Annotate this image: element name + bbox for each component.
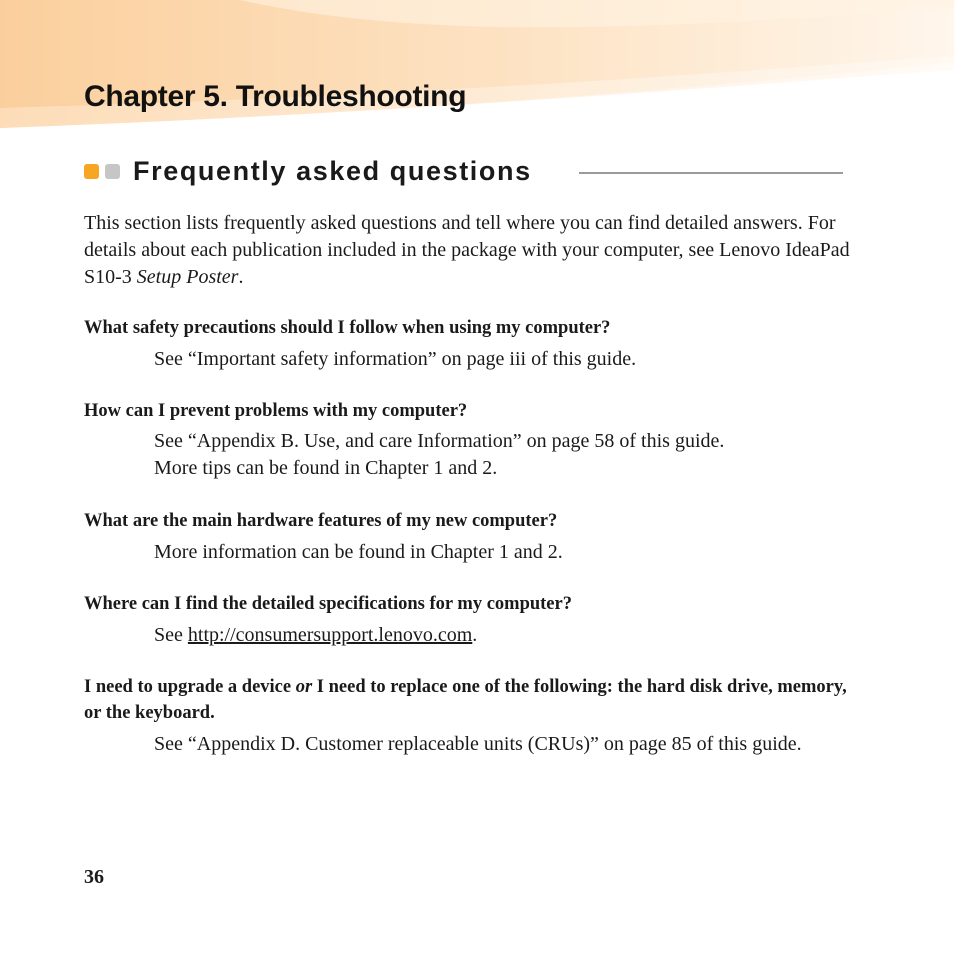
faq-answer-suffix: . [472, 624, 478, 646]
faq-answer-hardware-features: More information can be found in Chapter 1 and 2. [154, 541, 563, 563]
intro-text: This section lists frequently asked questions and tell where you can find detailed answers. For details about each publication included in the package with your computer, see Lenovo IdeaPad S10-3 [84, 212, 850, 288]
faq-question-part: I need to replace one of the following: the hard disk drive, memory, or the keyboard. [84, 677, 847, 723]
faq-answer-upgrade-device: See “Appendix D. Customer replaceable units (CRUs)” on page 85 of this guide. [154, 733, 802, 755]
orange-square-bullet-icon [84, 164, 99, 179]
section-heading [84, 156, 844, 190]
faq-answer-prevent-problems [154, 428, 859, 482]
intro-italic-title: Setup Poster [136, 266, 239, 288]
section-divider [579, 172, 843, 174]
intro-paragraph [84, 210, 859, 291]
faq-question-safety: What safety precautions should I follow when using my computer? [84, 318, 611, 338]
faq-answer-line: See “Appendix B. Use, and care Information” on page 58 of this guide. [154, 430, 725, 452]
faq-question-upgrade-device [84, 674, 859, 726]
faq-question-italic: or [295, 677, 313, 697]
consumer-support-link[interactable]: http://consumersupport.lenovo.com [187, 624, 473, 646]
gray-square-bullet-icon [105, 164, 120, 179]
chapter-title: Chapter 5. Troubleshooting [84, 80, 467, 113]
faq-question-prevent-problems: How can I prevent problems with my computer? [84, 401, 468, 421]
header-band [0, 0, 954, 140]
faq-answer-specifications [154, 622, 859, 649]
page-number: 36 [84, 866, 104, 888]
intro-text-end: . [238, 266, 244, 288]
section-title: Frequently asked questions [133, 156, 532, 186]
faq-answer-line: More tips can be found in Chapter 1 and 2. [154, 457, 498, 479]
faq-question-specifications: Where can I find the detailed specifications for my computer? [84, 594, 572, 614]
faq-question-hardware-features: What are the main hardware features of my new computer? [84, 511, 558, 531]
faq-answer-safety: See “Important safety information” on page iii of this guide. [154, 348, 637, 370]
faq-question-part: I need to upgrade a device [84, 677, 296, 697]
faq-answer-prefix: See [154, 624, 188, 646]
